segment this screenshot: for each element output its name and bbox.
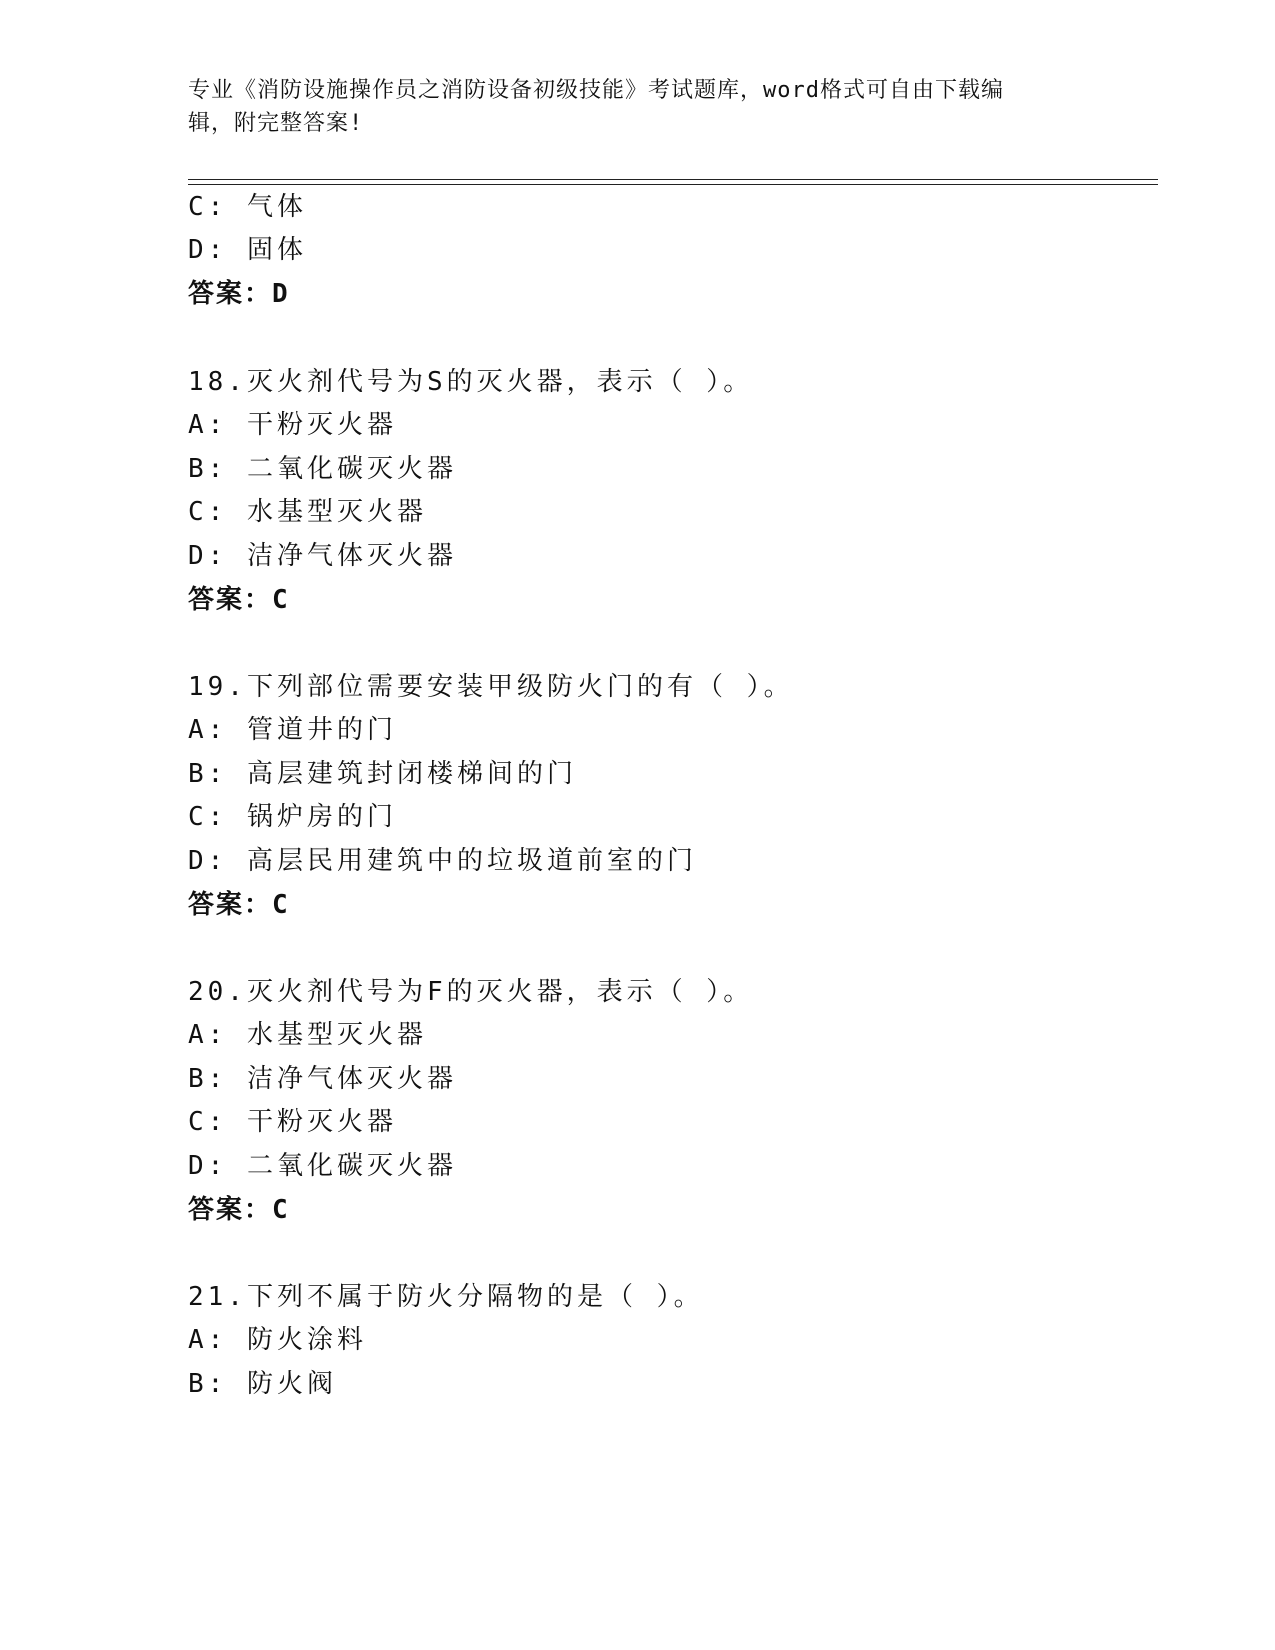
question-18-option-c: C: 水基型灭火器	[188, 497, 427, 527]
prev-option-d: D: 固体	[188, 235, 307, 265]
question-21-option-a: A: 防火涂料	[188, 1325, 367, 1355]
header-rule-bottom	[188, 184, 1158, 185]
question-20-option-b: B: 洁净气体灭火器	[188, 1064, 457, 1094]
question-21-option-b: B: 防火阀	[188, 1369, 337, 1399]
question-18-option-a: A: 干粉灭火器	[188, 410, 397, 440]
header-line-1: 专业《消防设施操作员之消防设备初级技能》考试题库，word格式可自由下载编	[188, 78, 1004, 103]
prev-option-c: C: 气体	[188, 192, 307, 222]
question-19-option-b: B: 高层建筑封闭楼梯间的门	[188, 759, 577, 789]
header-rule-top	[188, 179, 1158, 180]
question-20-stem: 20.灭火剂代号为F的灭火器，表示（ ）。	[188, 977, 754, 1007]
document-header	[188, 74, 1088, 140]
question-19-option-c: C: 锅炉房的门	[188, 802, 397, 832]
question-18-option-d: D: 洁净气体灭火器	[188, 541, 457, 571]
question-20-option-c: C: 干粉灭火器	[188, 1107, 397, 1137]
header-line-2: 辑，附完整答案!	[188, 111, 364, 136]
question-20-option-d: D: 二氧化碳灭火器	[188, 1151, 457, 1181]
question-21-stem: 21.下列不属于防火分隔物的是（ ）。	[188, 1282, 704, 1312]
question-19-option-d: D: 高层民用建筑中的垃圾道前室的门	[188, 846, 697, 876]
question-18-answer: 答案：C	[188, 585, 290, 615]
question-18-stem: 18.灭火剂代号为S的灭火器，表示（ ）。	[188, 367, 754, 397]
question-19-stem: 19.下列部位需要安装甲级防火门的有（ ）。	[188, 672, 794, 702]
question-20-option-a: A: 水基型灭火器	[188, 1020, 427, 1050]
question-18-option-b: B: 二氧化碳灭火器	[188, 454, 457, 484]
question-19-option-a: A: 管道井的门	[188, 715, 397, 745]
question-19-answer: 答案：C	[188, 890, 290, 920]
prev-answer: 答案：D	[188, 279, 290, 309]
question-20-answer: 答案：C	[188, 1195, 290, 1225]
